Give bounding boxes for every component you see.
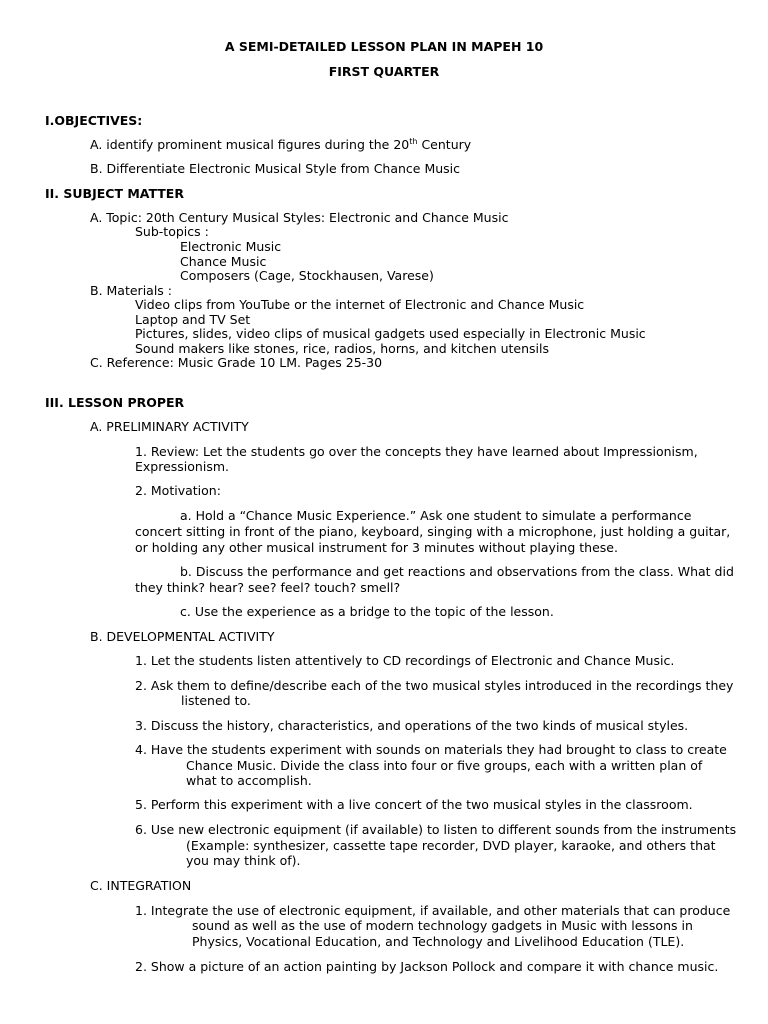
developmental-item: 6. Use new electronic equipment (if available) to listen to different sounds from the instruments — [135, 822, 737, 837]
objectives-heading: I.OBJECTIVES: — [45, 113, 143, 128]
developmental-item: you may think of). — [186, 853, 301, 868]
subtopic-item: Composers (Cage, Stockhausen, Varese) — [180, 268, 434, 283]
reference-line: C. Reference: Music Grade 10 LM. Pages 25-30 — [90, 355, 383, 370]
developmental-item: (Example: synthesizer, cassette tape recorder, DVD player, karaoke, and others that — [186, 838, 716, 853]
motivation-a-line: concert sitting in front of the piano, keyboard, singing with a microphone, just holding a guitar, — [135, 524, 731, 539]
developmental-item: 2. Ask them to define/describe each of the two musical styles introduced in the recordings they — [135, 678, 734, 693]
review-line: 1. Review: Let the students go over the concepts they have learned about Impressionism, — [135, 444, 698, 459]
motivation-b-line: b. Discuss the performance and get reactions and observations from the class. What did — [180, 564, 734, 579]
subtopics-label: Sub-topics : — [135, 224, 209, 239]
developmental-heading: B. DEVELOPMENTAL ACTIVITY — [90, 629, 275, 644]
developmental-item: listened to. — [181, 693, 251, 708]
integration-item: Physics, Vocational Education, and Technology and Livelihood Education (TLE). — [192, 934, 685, 949]
developmental-item: 5. Perform this experiment with a live concert of the two musical styles in the classroom. — [135, 797, 693, 812]
topic-line: A. Topic: 20th Century Musical Styles: Electronic and Chance Music — [90, 210, 509, 225]
materials-label: B. Materials : — [90, 283, 173, 298]
objective-b: B. Differentiate Electronic Musical Style from Chance Music — [90, 161, 461, 176]
objective-a: A. identify prominent musical figures during the 20th Century — [90, 137, 472, 152]
material-item: Sound makers like stones, rice, radios, horns, and kitchen utensils — [135, 341, 550, 356]
developmental-item: Chance Music. Divide the class into four or five groups, each with a written plan of — [186, 758, 703, 773]
page-title: A SEMI-DETAILED LESSON PLAN IN MAPEH 10 — [224, 39, 544, 54]
subject-matter-heading: II. SUBJECT MATTER — [45, 186, 184, 201]
developmental-item: what to accomplish. — [186, 773, 312, 788]
subtopic-item: Chance Music — [180, 254, 267, 269]
material-item: Pictures, slides, video clips of musical gadgets used especially in Electronic Music — [135, 326, 646, 341]
integration-item: 2. Show a picture of an action painting by Jackson Pollock and compare it with chance music. — [135, 959, 719, 974]
developmental-item: 1. Let the students listen attentively to CD recordings of Electronic and Chance Music. — [135, 653, 675, 668]
subtopic-item: Electronic Music — [180, 239, 282, 254]
integration-item: sound as well as the use of modern technology gadgets in Music with lessons in — [192, 918, 693, 933]
motivation-b-line: they think? hear? see? feel? touch? smell? — [135, 580, 401, 595]
material-item: Video clips from YouTube or the internet of Electronic and Chance Music — [135, 297, 585, 312]
motivation-a-line: a. Hold a “Chance Music Experience.” Ask one student to simulate a performance — [180, 508, 692, 523]
developmental-item: 4. Have the students experiment with sounds on materials they had brought to class to create — [135, 742, 727, 757]
lesson-proper-heading: III. LESSON PROPER — [45, 395, 185, 410]
page-subtitle: FIRST QUARTER — [328, 64, 440, 79]
motivation-c-line: c. Use the experience as a bridge to the topic of the lesson. — [180, 604, 554, 619]
developmental-item: 3. Discuss the history, characteristics, and operations of the two kinds of musical styles. — [135, 718, 689, 733]
preliminary-heading: A. PRELIMINARY ACTIVITY — [90, 419, 249, 434]
integration-heading: C. INTEGRATION — [90, 878, 192, 893]
integration-item: 1. Integrate the use of electronic equipment, if available, and other materials that can produce — [135, 903, 731, 918]
material-item: Laptop and TV Set — [135, 312, 251, 327]
review-line: Expressionism. — [135, 459, 229, 474]
motivation-label: 2. Motivation: — [135, 483, 221, 498]
motivation-a-line: or holding any other musical instrument for 3 minutes without playing these. — [135, 540, 618, 555]
